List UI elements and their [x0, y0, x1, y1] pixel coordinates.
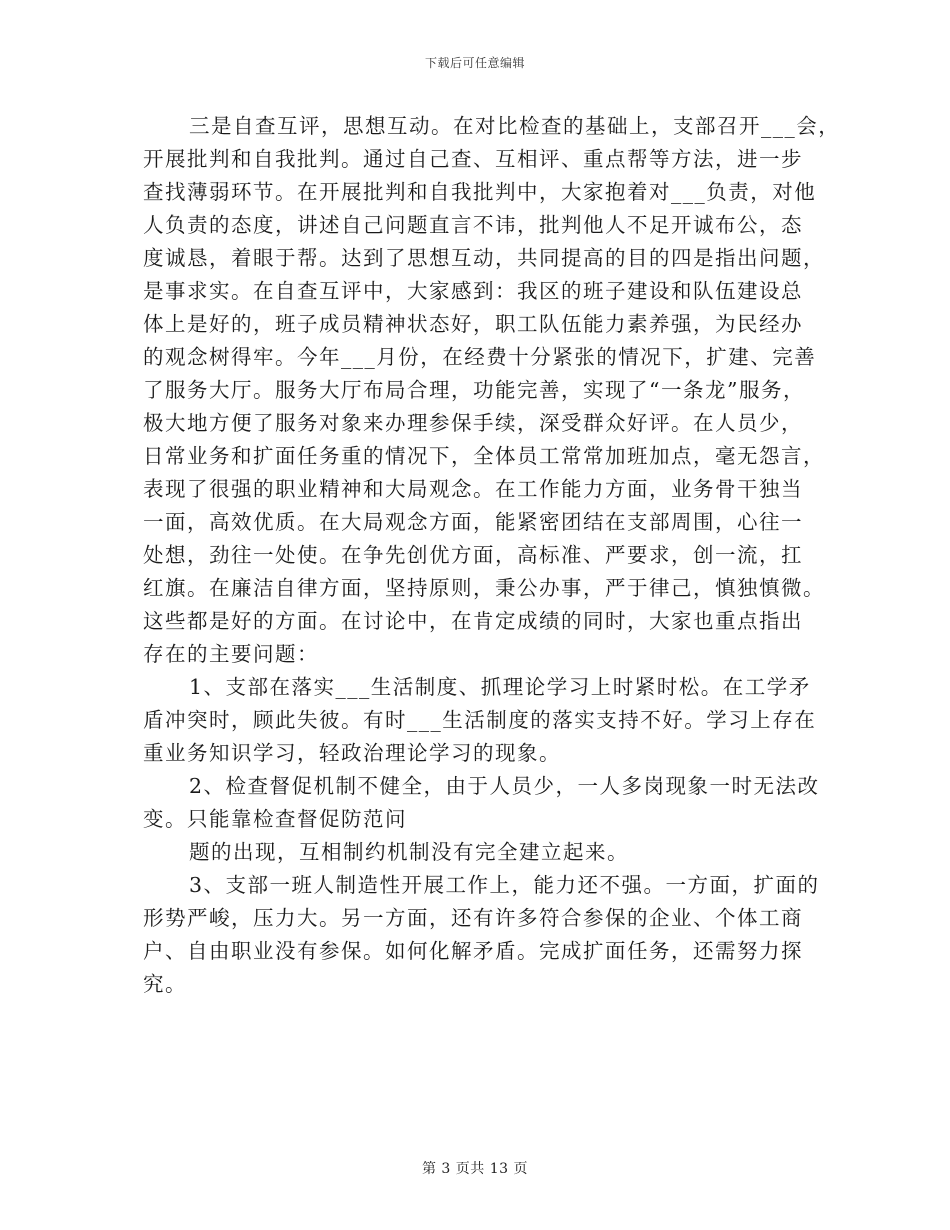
text-line: 三是自查互评，思想互动。在对比检查的基础上，支部召开___会， [189, 114, 841, 138]
text-line: 究。 [143, 972, 187, 996]
document-body [143, 110, 841, 1001]
text-line: 一面，高效优质。在大局观念方面，能紧密团结在支部周围，心往一 [143, 510, 803, 534]
text-line: 度诚恳，着眼于帮。达到了思想互动，共同提高的目的四是指出问题， [143, 246, 825, 270]
text-line: 开展批判和自我批判。通过自己查、互相评、重点帮等方法，进一步 [143, 147, 803, 171]
page-number: 第 3 页共 13 页 [421, 1161, 529, 1177]
text-line: 题的出现，互相制约机制没有完全建立起来。 [189, 840, 629, 864]
list-item-1-line: 1、支部在落实___生活制度、抓理论学习上时紧时松。在工学矛 [189, 675, 811, 699]
text-line: 表现了很强的职业精神和大局观念。在工作能力方面，业务骨干独当 [143, 477, 803, 501]
text-line: 重业务知识学习，轻政治理论学习的现象。 [143, 741, 561, 765]
text-line: 体上是好的，班子成员精神状态好，职工队伍能力素养强，为民经办 [143, 312, 803, 336]
text-line: 形势严峻，压力大。另一方面，还有许多符合参保的企业、个体工商 [143, 906, 803, 930]
list-item-2-line: 2、检查督促机制不健全，由于人员少，一人多岗现象一时无法改 [189, 774, 820, 798]
text-line: 处想，劲往一处使。在争先创优方面，高标准、严要求，创一流，扛 [143, 543, 803, 567]
text-line: 红旗。在廉洁自律方面，坚持原则，秉公办事，严于律己，慎独慎微。 [143, 576, 825, 600]
text-line: 盾冲突时，顾此失彼。有时___生活制度的落实支持不好。学习上存在 [143, 708, 817, 732]
text-line: 了服务大厅。服务大厅布局合理，功能完善，实现了“一条龙”服务， [143, 378, 805, 402]
text-line: 这些都是好的方面。在讨论中，在肯定成绩的同时，大家也重点指出 [143, 609, 803, 633]
text-line: 是事求实。在自查互评中，大家感到：我区的班子建设和队伍建设总 [143, 279, 803, 303]
text-line: 变。只能靠检查督促防范问 [143, 807, 407, 831]
text-line: 查找薄弱环节。在开展批判和自我批判中，大家抱着对___负责，对他 [143, 180, 817, 204]
text-line: 人负责的态度，讲述自己问题直言不讳，批判他人不足开诚布公，态 [143, 213, 803, 237]
text-line: 日常业务和扩面任务重的情况下，全体员工常常加班加点，毫无怨言， [143, 444, 825, 468]
text-line: 极大地方便了服务对象来办理参保手续，深受群众好评。在人员少， [143, 411, 803, 435]
text-line: 户、自由职业没有参保。如何化解矛盾。完成扩面任务，还需努力探 [143, 939, 803, 963]
text-line: 存在的主要问题： [143, 642, 319, 666]
text-line: 的观念树得牢。今年___月份，在经费十分紧张的情况下，扩建、完善 [143, 345, 817, 369]
page-header-note: 下载后可任意编辑 [424, 56, 525, 70]
list-item-3-line: 3、支部一班人制造性开展工作上，能力还不强。一方面，扩面的 [189, 873, 820, 897]
